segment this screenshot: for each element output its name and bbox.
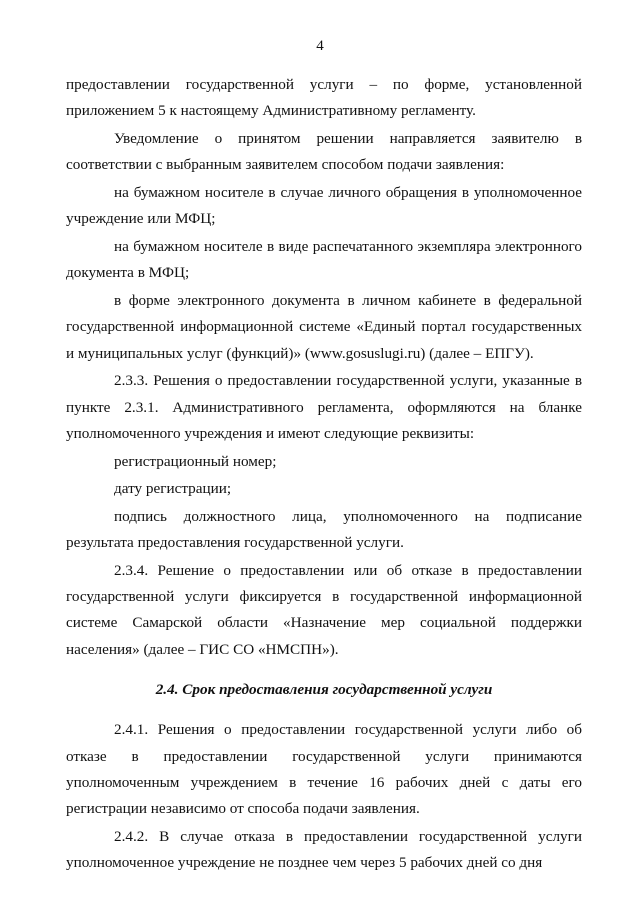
- paragraph: в форме электронного документа в личном кабинете в федеральной государственной информационной системе «Единый портал государственных и муниципальных услуг (функций)» (www.gosuslugi.ru) (далее – ЕПГУ).: [66, 291, 582, 362]
- document-body: [66, 72, 582, 878]
- paragraph: подпись должностного лица, уполномоченного на подписание результата предоставления государственной услуги.: [66, 507, 582, 552]
- paragraph: на бумажном носителе в виде распечатанного экземпляра электронного документа в МФЦ;: [66, 237, 582, 282]
- paragraph: 2.4.2. В случае отказа в предоставлении государственной услуги уполномоченное учреждение не позднее чем через 5 рабочих дней со дня: [66, 827, 582, 872]
- paragraph: 2.4.1. Решения о предоставлении государственной услуги либо об отказе в предоставлении государственной услуги принимаются уполномоченным учреждением в течение 16 рабочих дней с даты его регистрации независимо от способа подачи заявления.: [66, 721, 582, 818]
- paragraph: предоставлении государственной услуги – по форме, установленной приложением 5 к настоящему Административному регламенту.: [66, 76, 582, 120]
- paragraph: 2.3.4. Решение о предоставлении или об отказе в предоставлении государственной услуги фиксируется в государственной информационной системе Самарской области «Назначение мер социальной поддержки населения» (далее – ГИС СО «НМСПН»).: [66, 561, 582, 658]
- paragraph: регистрационный номер;: [114, 452, 277, 470]
- paragraph: на бумажном носителе в случае личного обращения в уполномоченное учреждение или МФЦ;: [66, 183, 582, 228]
- paragraph: Уведомление о принятом решении направляется заявителю в соответствии с выбранным заявителем способом подачи заявления:: [66, 129, 582, 174]
- page-number: 4: [316, 38, 324, 54]
- paragraph: дату регистрации;: [114, 480, 232, 498]
- paragraph: 2.3.3. Решения о предоставлении государственной услуги, указанные в пункте 2.3.1. Административного регламента, оформляются на бланке уполномоченного учреждения и имеют следующие реквизиты:: [66, 372, 582, 442]
- section-heading: 2.4. Срок предоставления государственной услуги: [155, 681, 493, 699]
